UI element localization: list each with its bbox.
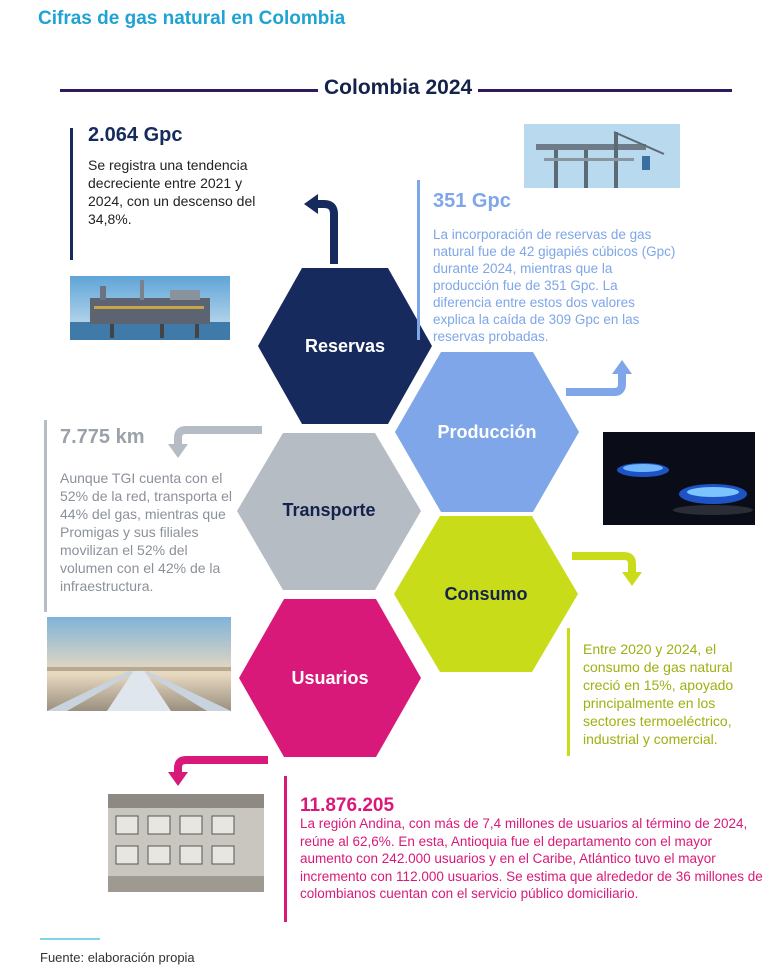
produccion-text: La incorporación de reservas de gas natural fue de 42 gigapiés cúbicos (Gpc) durante 2024, mientras que la producción fue de 351 Gpc. La diferencia entre estos dos valores explica la caída de 309 Gpc en las reservas probadas. [433,227,676,344]
page-title: Cifras de gas natural en Colombia [38,8,346,29]
usuarios-label: Usuarios [291,668,369,688]
produccion-label: Producción [437,422,537,442]
produccion-bar [417,180,420,340]
produccion-value: 351 Gpc [433,190,511,212]
consumo-arrow-icon [572,556,632,574]
consumo-text: Entre 2020 y 2024, el consumo de gas natural creció en 15%, apoyado principalmente en los sectores termoeléctrico, industrial y comercial. [583,641,734,747]
source-note: Fuente: elaboración propia [40,950,195,965]
usuarios-value: 11.876.205 [300,795,395,816]
section-subtitle: Colombia 2024 [318,76,478,100]
footer-rule [40,938,100,940]
reservas-text: Se registra una tendencia decreciente entre 2021 y 2024, con un descenso del 34,8%. [88,157,256,227]
transporte-label: Transporte [282,500,376,520]
transporte-bar [44,420,47,612]
reservas-bar [70,128,73,260]
usuarios-bar [284,776,287,922]
usuarios-arrow-icon [178,760,268,774]
consumo-label: Consumo [444,584,528,604]
transporte-value: 7.775 km [60,426,145,448]
usuarios-text: La región Andina, con más de 7,4 millones de usuarios al término de 2024, reúne al 62,6%. En esta, Antioquia fue el departamento con el mayor aumento con 242.000 usuarios y en el Caribe, Atlántico tuvo el mayor incremento con 112.000 usuarios. Se estima que alrededor de 36 millones de colombianos cuentan con el servicio público domiciliario. [300,816,763,901]
transporte-arrow-icon [178,430,262,446]
consumo-bar [567,628,570,756]
reservas-value: 2.064 Gpc [88,124,183,146]
reservas-label: Reservas [304,336,386,356]
transporte-text: Aunque TGI cuenta con el 52% de la red, transporta el 44% del gas, mientras que Promigas y sus filiales movilizan el 52% del volumen con el 42% de la infraestructura. [60,470,232,594]
